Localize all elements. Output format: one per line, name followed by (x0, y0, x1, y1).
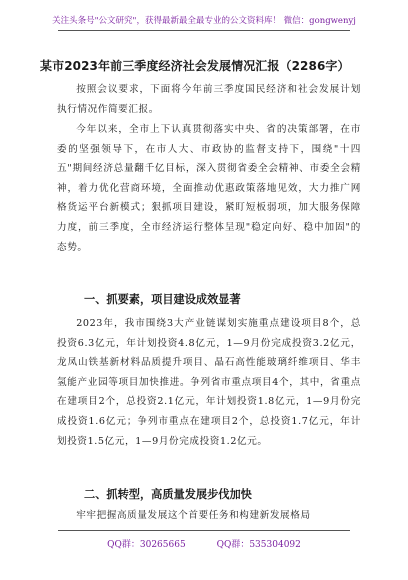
footer-qq-group-1: QQ群：30265665 (107, 540, 186, 550)
footer-divider (58, 530, 350, 531)
intro-paragraph: 按照会议要求，下面将今年前三季度国民经济和社会发展计划执行情况作简要汇报。 (57, 84, 361, 115)
section-2-paragraph: 牢牢把握高质量发展这个首要任务和构建新发展格局 (76, 510, 311, 521)
header-banner: 关注头条号"公文研究"，获得最新最全最专业的公文资料库！ 微信：gongwenyj (52, 16, 356, 26)
document-title: 某市2023年前三季度经济社会发展情况汇报（2286字） (40, 59, 350, 73)
section-1-heading: 一、抓要素，项目建设成效显著 (84, 293, 241, 306)
section-1-paragraph: 2023年，我市围绕3大产业链谋划实施重点建设项目8个，总投资6.3亿元，年计划投资4.8亿元，1—9月份完成投资3.2亿元，龙凤山铁基新材料品质提升项目、晶石高性能玻璃纤维项目、华丰氢能产业园等项目加快推进。争列省市重点项目4个，其中，省重点在建项目2个，总投资2.1亿元，年计划投资1.8亿元，1—9月份完成投资1.6亿元；争列市重点在建项目2个，总投资1.7亿元，年计划投资1.5亿元，1—9月份完成投资1.2亿元。 (57, 318, 361, 447)
footer-qq-group-2: QQ群：535304092 (216, 540, 301, 550)
section-2-heading: 二、抓转型，高质量发展步伐加快 (84, 488, 252, 501)
overview-paragraph: 今年以来，全市上下认真贯彻落实中央、省的决策部署，在市委的坚强领导下，在市人大、市政协的监督支持下，围绕"十四五"期间经济总量翻千亿目标，深入贯彻省委全会精神、市委全会精神，着力优化营商环境，全面推动优惠政策落地见效，大力推广网格货运平台新模式；狠抓项目建设，紧盯短板弱项，加大服务保障力度，前三季度，全市经济运行整体呈现"稳定向好、稳中加固"的态势。 (57, 124, 361, 253)
footer (0, 537, 408, 550)
header-divider (58, 30, 350, 31)
